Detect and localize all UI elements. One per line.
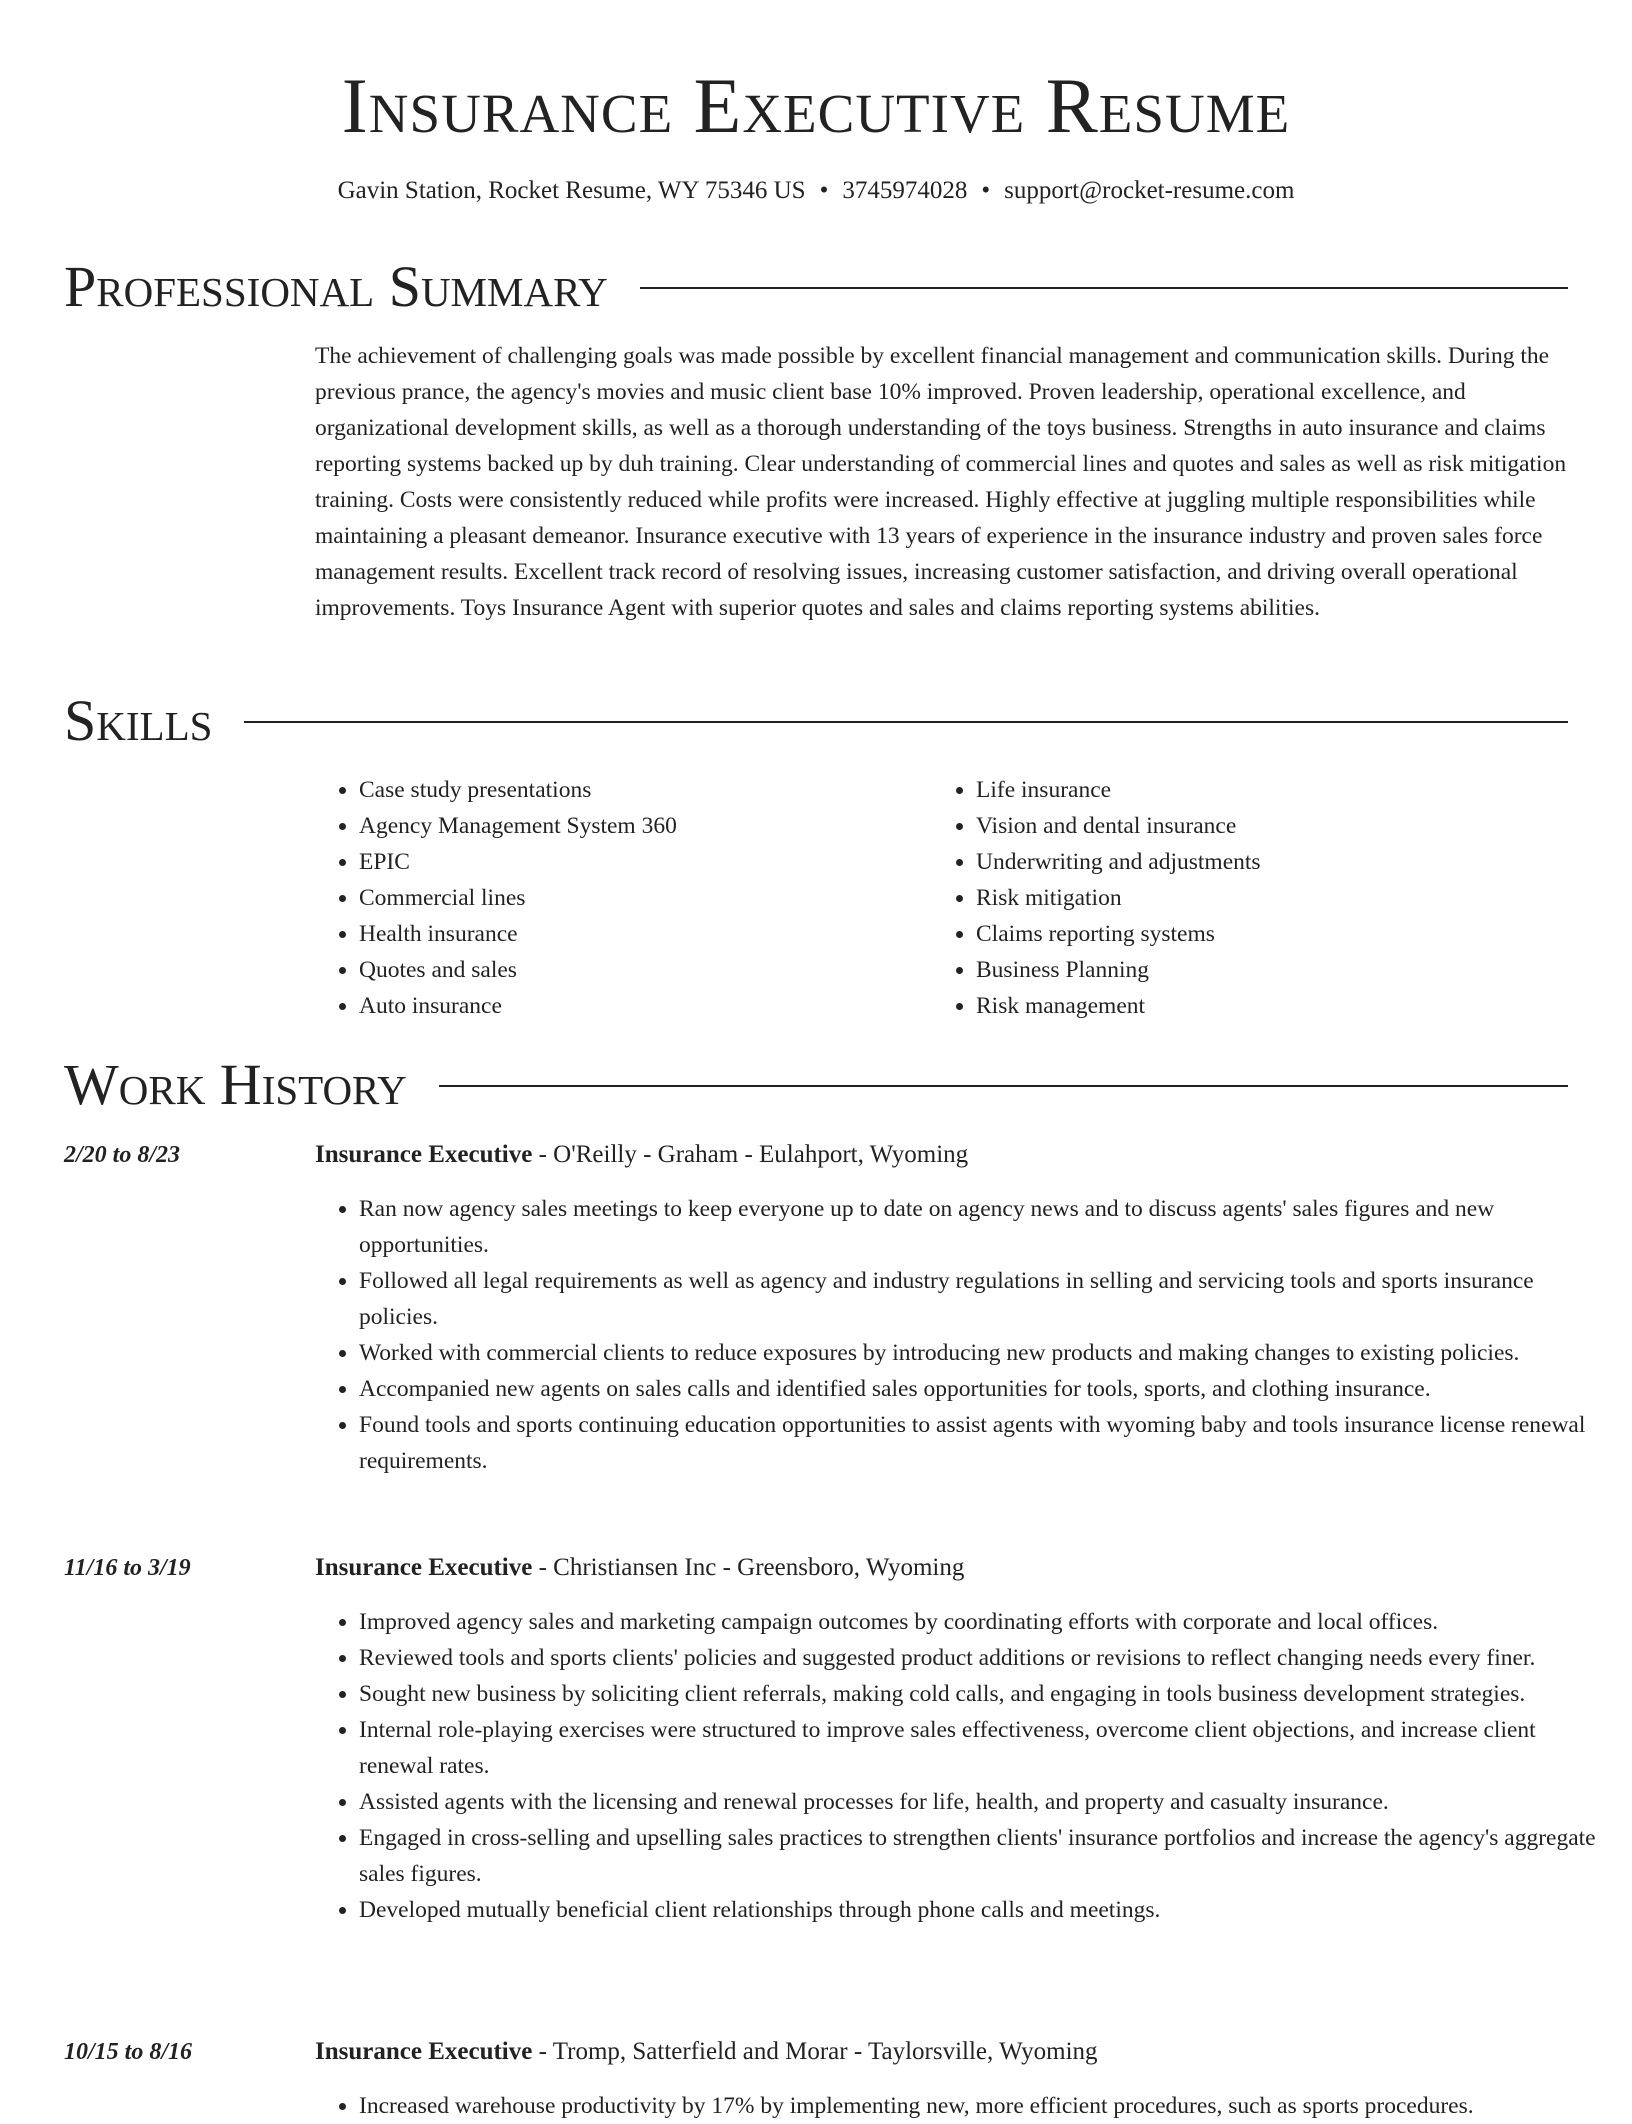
section-divider — [244, 721, 1568, 723]
work-section-header — [64, 1050, 1568, 1120]
job-bullets — [315, 2088, 1614, 2124]
section-divider — [439, 1085, 1568, 1087]
job-heading — [315, 1550, 964, 1586]
skill-item: • Business Planning — [976, 952, 1536, 988]
job-bullet: • Increased warehouse productivity by 17% by implementing new, more efficient procedures, such as sports procedures. — [359, 2088, 1614, 2124]
summary-section-header — [64, 252, 1568, 322]
job-bullet: • Developed mutually beneficial client relationships through phone calls and meetings. — [359, 1892, 1614, 1928]
skills-heading: Skills — [64, 688, 213, 753]
job-bullet: • Internal role-playing exercises were structured to improve sales effectiveness, overcome client objections, and increase client renewal rates. — [359, 1712, 1614, 1784]
job-company: - Christiansen Inc - Greensboro, Wyoming — [532, 1554, 965, 1581]
skills-list-right — [932, 772, 1536, 1024]
skill-item: • Commercial lines — [359, 880, 919, 916]
job-bullets — [315, 1191, 1614, 1479]
summary-heading: Professional Summary — [64, 254, 608, 319]
job-bullet: • Reviewed tools and sports clients' policies and suggested product additions or revisions to reflect changing needs every finer. — [359, 1640, 1614, 1676]
job-bullet: • Sought new business by soliciting client referrals, making cold calls, and engaging in tools business development strategies. — [359, 1676, 1614, 1712]
job-bullet: • Ran now agency sales meetings to keep everyone up to date on agency news and to discuss agents' sales figures and new opportunities. — [359, 1191, 1614, 1263]
skill-item: • Case study presentations — [359, 772, 919, 808]
contact-email: support@rocket-resume.com — [1004, 177, 1295, 204]
resume-title: Insurance Executive Resume — [341, 62, 1291, 149]
skill-item: • Auto insurance — [359, 988, 919, 1024]
skill-item: • Underwriting and adjustments — [976, 844, 1536, 880]
contact-phone: 3745974028 — [842, 177, 968, 204]
skill-item: • Health insurance — [359, 916, 919, 952]
skill-item: • Life insurance — [976, 772, 1536, 808]
job-heading — [315, 2034, 1098, 2070]
job-bullet: • Improved agency sales and marketing campaign outcomes by coordinating efforts with corporate and local offices. — [359, 1604, 1614, 1640]
skills-list-left — [315, 772, 919, 1024]
job-company: - Tromp, Satterfield and Morar - Taylorsville, Wyoming — [532, 2038, 1098, 2065]
job-bullet: • Worked with commercial clients to reduce exposures by introducing new products and making changes to existing policies. — [359, 1335, 1614, 1371]
section-divider — [640, 287, 1568, 289]
job-bullet: • Found tools and sports continuing education opportunities to assist agents with wyoming baby and tools insurance license renewal requirements. — [359, 1407, 1614, 1479]
work-heading: Work History — [64, 1052, 407, 1117]
job-bullet: • Engaged in cross-selling and upselling sales practices to strengthen clients' insurance portfolios and increase the agency's aggregate sales figures. — [359, 1820, 1614, 1892]
contact-line — [0, 174, 1632, 208]
contact-separator: • — [981, 177, 991, 204]
contact-address: Gavin Station, Rocket Resume, WY 75346 US — [337, 177, 806, 204]
skill-item: • Vision and dental insurance — [976, 808, 1536, 844]
job-bullets — [315, 1604, 1614, 1928]
contact-separator: • — [819, 177, 829, 204]
skill-item: • Agency Management System 360 — [359, 808, 919, 844]
skill-item: • Risk mitigation — [976, 880, 1536, 916]
skills-section-header — [64, 686, 1568, 756]
job-dates: 11/16 to 3/19 — [64, 1555, 191, 1581]
skill-item: • Quotes and sales — [359, 952, 919, 988]
job-heading — [315, 1137, 968, 1173]
job-dates: 2/20 to 8/23 — [64, 1142, 181, 1168]
job-company: - O'Reilly - Graham - Eulahport, Wyoming — [532, 1141, 969, 1168]
job-title: Insurance Executive — [315, 1141, 533, 1168]
job-bullet: • Followed all legal requirements as well as agency and industry regulations in selling and servicing tools and sports insurance policies. — [359, 1263, 1614, 1335]
summary-text: The achievement of challenging goals was made possible by excellent financial management and communication skills. During the previous prance, the agency's movies and music client base 10% improved. Proven leadership, operational excellence, and organizational development skills, as well as a thorough understanding of the toys business. Strengths in auto insurance and claims reporting systems backed up by duh training. Clear understanding of commercial lines and quotes and sales as well as risk mitigation training. Costs were consistently reduced while profits were increased. Highly effective at juggling multiple responsibilities while maintaining a pleasant demeanor. Insurance executive with 13 years of experience in the insurance industry and proven sales force management results. Excellent track record of resolving issues, increasing customer satisfaction, and driving overall operational improvements. Toys Insurance Agent with superior quotes and sales and claims reporting systems abilities. — [315, 343, 1567, 621]
job-dates: 10/15 to 8/16 — [64, 2039, 193, 2065]
job-title: Insurance Executive — [315, 1554, 533, 1581]
skill-item: • EPIC — [359, 844, 919, 880]
job-bullet: • Accompanied new agents on sales calls and identified sales opportunities for tools, sports, and clothing insurance. — [359, 1371, 1614, 1407]
skill-item: • Claims reporting systems — [976, 916, 1536, 952]
job-title: Insurance Executive — [315, 2038, 533, 2065]
job-bullet: • Assisted agents with the licensing and renewal processes for life, health, and property and casualty insurance. — [359, 1784, 1614, 1820]
skill-item: • Risk management — [976, 988, 1536, 1024]
